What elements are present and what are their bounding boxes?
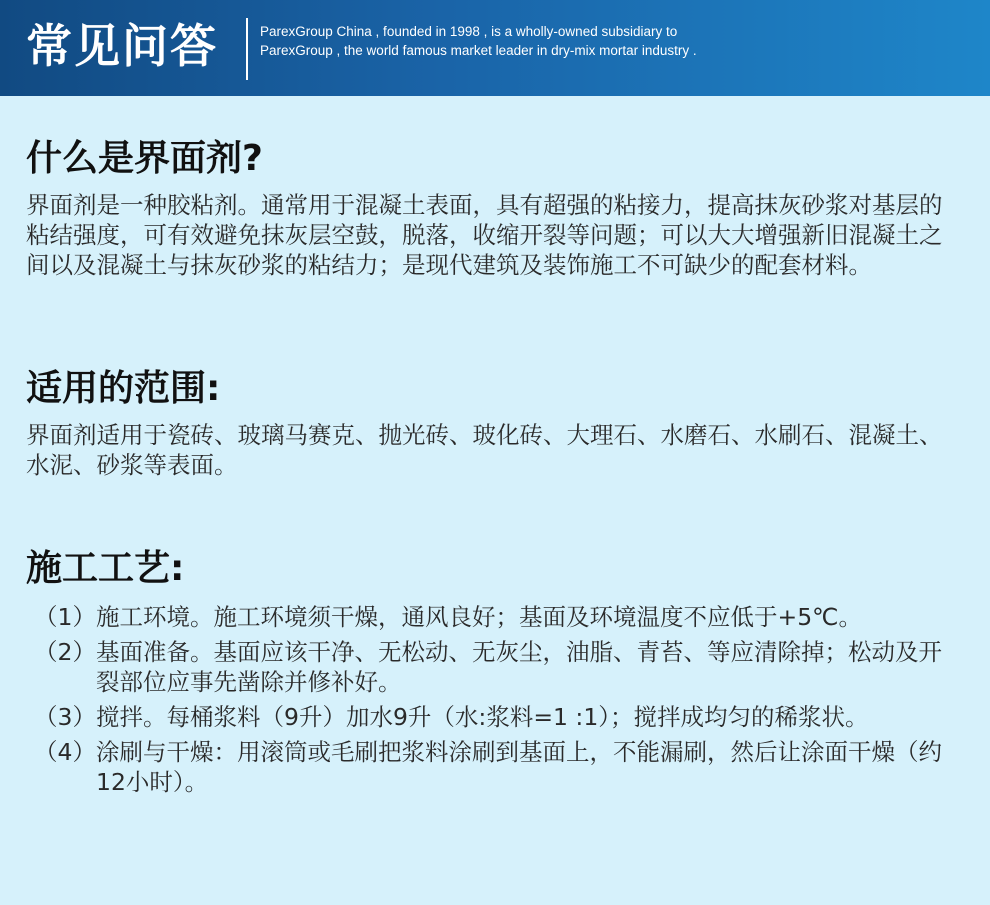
section-what-is — [26, 136, 956, 280]
step-text: 涂刷与干燥：用滚筒或毛刷把浆料涂刷到基面上，不能漏刷，然后让涂面干燥（约12小时）。 — [96, 738, 942, 796]
section-body-what-is: 界面剂是一种胶粘剂。通常用于混凝土表面，具有超强的粘接力，提高抹灰砂浆对基层的粘结强度，可有效避免抹灰层空鼓，脱落，收缩开裂等问题；可以大大增强新旧混凝土之间以及混凝土与抹灰砂浆的粘结力；是现代建筑及装饰施工不可缺少的配套材料。 — [26, 191, 943, 279]
section-heading-what-is: 什么是界面剂? — [26, 138, 263, 179]
step-text: 基面准备。基面应该干净、无松动、无灰尘，油脂、青苔、等应清除掉；松动及开裂部位应事先凿除并修补好。 — [96, 638, 942, 696]
section-scope — [26, 366, 956, 480]
step-number: （1） — [34, 603, 96, 631]
header-divider — [246, 18, 248, 80]
step-number: （3） — [34, 703, 96, 731]
section-process — [26, 546, 956, 802]
company-description: ParexGroup China , founded in 1998 , is a wholly-owned subsidiary to ParexGroup , the world famous market leader in dry-mix mortar industry . — [260, 24, 697, 58]
step-number: （4） — [34, 738, 96, 766]
process-step — [34, 602, 956, 632]
section-body-scope: 界面剂适用于瓷砖、玻璃马赛克、抛光砖、玻化砖、大理石、水磨石、水刷石、混凝土、水泥、砂浆等表面。 — [26, 421, 943, 479]
process-step — [34, 637, 956, 697]
process-steps-list — [34, 602, 956, 797]
step-number: （2） — [34, 638, 96, 666]
section-heading-scope: 适用的范围: — [26, 368, 221, 409]
section-heading-process: 施工工艺: — [26, 548, 185, 589]
process-step — [34, 702, 956, 732]
header-banner — [0, 0, 990, 96]
page-title: 常见问答 — [26, 19, 218, 73]
step-text: 施工环境。施工环境须干燥，通风良好；基面及环境温度不应低于+5℃。 — [96, 603, 863, 631]
process-step — [34, 737, 956, 797]
step-text: 搅拌。每桶浆料（9升）加水9升（水:浆料=1 :1）；搅拌成均匀的稀浆状。 — [96, 703, 869, 731]
